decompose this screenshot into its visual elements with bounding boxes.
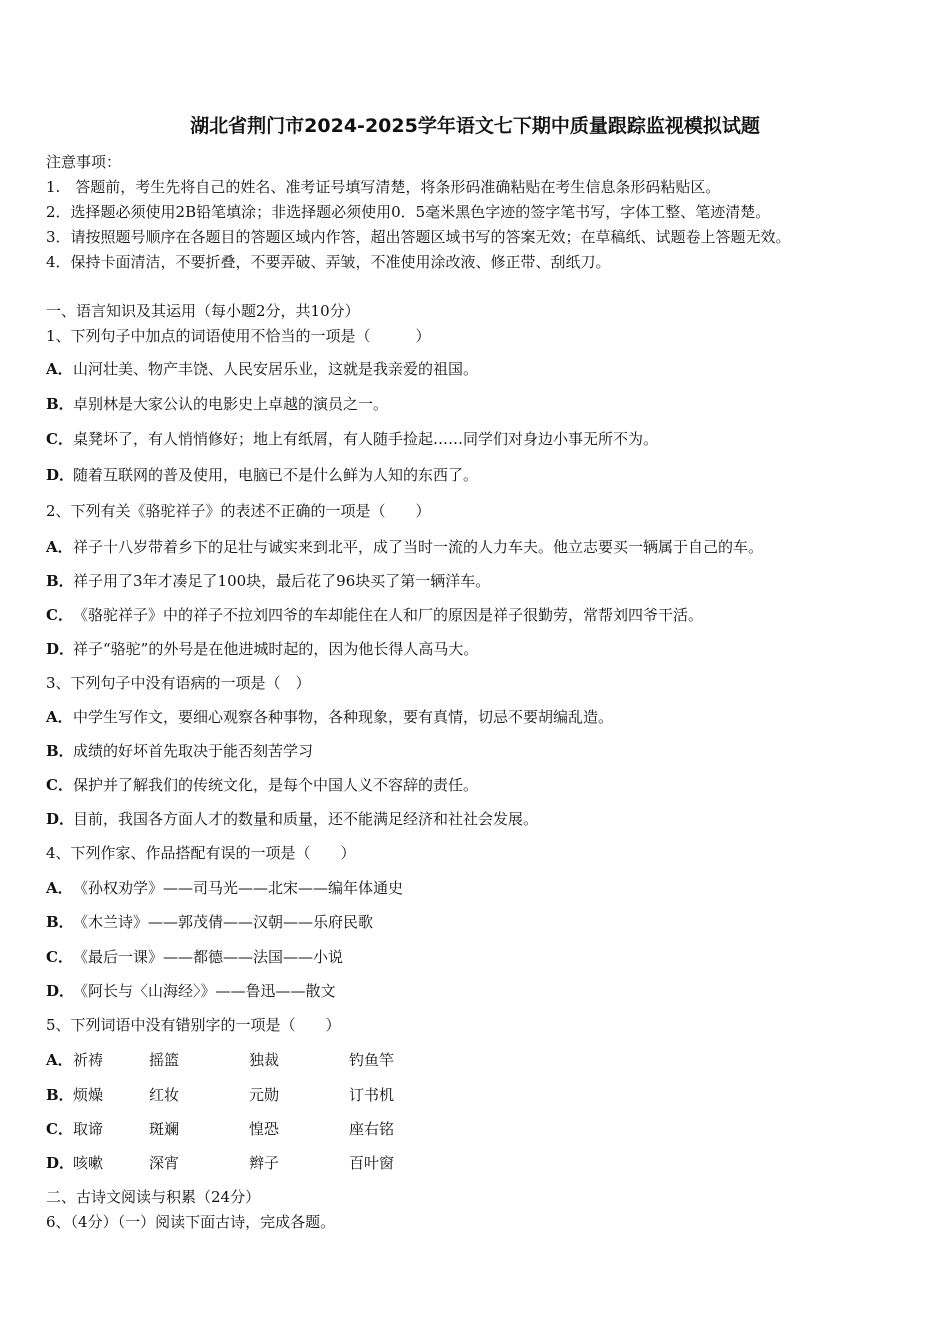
word: 钓鱼竿 <box>349 1051 395 1069</box>
option-text: 《木兰诗》——郭茂倩——汉朝——乐府民歌 <box>73 913 374 931</box>
option-row <box>46 639 478 659</box>
option-text: 《最后一课》——都德——法国——小说 <box>73 948 344 966</box>
option-text: 祥子用了3年才凑足了100块，最后花了96块买了第一辆洋车。 <box>73 572 491 590</box>
option-text: 保护并了解我们的传统文化，是每个中国人义不容辞的责任。 <box>73 776 479 794</box>
option-label: B． <box>46 572 74 590</box>
word: 独裁 <box>249 1051 280 1069</box>
option-text: 山河壮美、物产丰饶、人民安居乐业，这就是我亲爱的祖国。 <box>73 360 479 378</box>
word: 摇篮 <box>149 1051 180 1069</box>
section-heading: 二、古诗文阅读与积累（24分） <box>46 1188 261 1206</box>
word-option-row <box>46 1085 394 1105</box>
option-label: C． <box>46 1120 73 1138</box>
option-label: B． <box>46 395 74 413</box>
option-label: C． <box>46 948 73 966</box>
option-text: 中学生写作文，要细心观察各种事物，各种现象，要有真情，切忌不要胡编乱造。 <box>73 708 614 726</box>
option-text: 卓别林是大家公认的电影史上卓越的演员之一。 <box>73 395 389 413</box>
notice-item: 2．选择题必须使用2B铅笔填涂；非选择题必须使用0．5毫米黑色字迹的签字笔书写，字体工整、笔迹清楚。 <box>46 203 771 221</box>
word: 辫子 <box>249 1154 280 1172</box>
word-option-row <box>46 1119 394 1139</box>
word: 烦燥 <box>73 1086 104 1104</box>
notice-item: 3．请按照题号顺序在各题目的答题区域内作答，超出答题区域书写的答案无效；在草稿纸、试题卷上答题无效。 <box>46 228 791 246</box>
option-label: A． <box>46 538 73 556</box>
option-text: 桌凳坏了，有人悄悄修好；地上有纸屑，有人随手捡起……同学们对身边小事无所不为。 <box>73 430 659 448</box>
option-text: 成绩的好坏首先取决于能否刻苦学习 <box>73 742 314 760</box>
question-stem: 4、下列作家、作品搭配有误的一项是（ ） <box>46 844 356 862</box>
option-text: 《孙权劝学》——司马光——北宋——编年体通史 <box>73 879 404 897</box>
question-stem: 1、下列句子中加点的词语使用不恰当的一项是（ ） <box>46 327 431 345</box>
option-label: A． <box>46 1051 73 1069</box>
option-row <box>46 947 343 967</box>
option-label: C． <box>46 776 73 794</box>
option-text: 《骆驼祥子》中的祥子不拉刘四爷的车却能住在人和厂的原因是祥子很勤劳，常帮刘四爷干活。 <box>73 606 704 624</box>
option-label: B． <box>46 913 74 931</box>
option-label: C． <box>46 606 73 624</box>
question-stem: 5、下列词语中没有错别字的一项是（ ） <box>46 1016 341 1034</box>
word: 斑斓 <box>149 1120 180 1138</box>
option-label: A． <box>46 708 73 726</box>
word-option-row <box>46 1153 394 1173</box>
question-stem: 2、下列有关《骆驼祥子》的表述不正确的一项是（ ） <box>46 502 431 520</box>
section-heading: 一、语言知识及其运用（每小题2分，共10分） <box>46 302 360 320</box>
option-row <box>46 707 613 727</box>
option-row <box>46 359 478 379</box>
option-row <box>46 912 373 932</box>
word: 订书机 <box>349 1086 395 1104</box>
option-label: D． <box>46 640 75 658</box>
option-row <box>46 981 336 1001</box>
word: 百叶窗 <box>349 1154 395 1172</box>
option-row <box>46 878 403 898</box>
question-stem: 3、下列句子中没有语病的一项是（ ） <box>46 674 311 692</box>
option-row <box>46 429 658 449</box>
option-text: 祥子十八岁带着乡下的足壮与诚实来到北平，成了当时一流的人力车夫。他立志要买一辆属于自己的车。 <box>73 538 764 556</box>
option-label: A． <box>46 360 73 378</box>
word: 元勋 <box>249 1086 280 1104</box>
word-option-row <box>46 1050 394 1070</box>
option-row <box>46 394 388 414</box>
option-row <box>46 809 538 829</box>
option-label: B． <box>46 1086 74 1104</box>
notice-item: 4．保持卡面清洁，不要折叠，不要弄破、弄皱，不准使用涂改液、修正带、刮纸刀。 <box>46 253 611 271</box>
word: 红妆 <box>149 1086 180 1104</box>
option-label: C． <box>46 430 73 448</box>
word: 深宵 <box>149 1154 180 1172</box>
option-label: D． <box>46 466 75 484</box>
option-row <box>46 537 763 557</box>
option-row <box>46 605 703 625</box>
option-row <box>46 571 490 591</box>
option-row <box>46 465 478 485</box>
word: 取谛 <box>73 1120 104 1138</box>
question-stem: 6、（4分）（一）阅读下面古诗，完成各题。 <box>46 1213 336 1231</box>
word: 祈祷 <box>73 1051 104 1069</box>
option-label: B． <box>46 742 74 760</box>
option-label: D． <box>46 1154 75 1172</box>
option-label: D． <box>46 982 75 1000</box>
option-row <box>46 741 313 761</box>
option-row <box>46 775 478 795</box>
option-text: 《阿长与〈山海经〉》——鲁迅——散文 <box>73 982 336 1000</box>
word: 咳嗽 <box>73 1154 104 1172</box>
option-text: 目前，我国各方面人才的数量和质量，还不能满足经济和社社会发展。 <box>73 810 539 828</box>
page-title: 湖北省荆门市2024-2025学年语文七下期中质量跟踪监视模拟试题 <box>190 115 760 137</box>
option-text: 随着互联网的普及使用，电脑已不是什么鲜为人知的东西了。 <box>73 466 479 484</box>
option-text: 祥子“骆驼”的外号是在他进城时起的，因为他长得人高马大。 <box>73 640 479 658</box>
option-label: A． <box>46 879 73 897</box>
option-label: D． <box>46 810 75 828</box>
notice-heading: 注意事项： <box>46 153 122 171</box>
word: 惶恐 <box>249 1120 280 1138</box>
word: 座右铭 <box>349 1120 395 1138</box>
notice-item: 1. 答题前，考生先将自己的姓名、准考证号填写清楚，将条形码准确粘贴在考生信息条形码粘贴区。 <box>46 178 721 196</box>
